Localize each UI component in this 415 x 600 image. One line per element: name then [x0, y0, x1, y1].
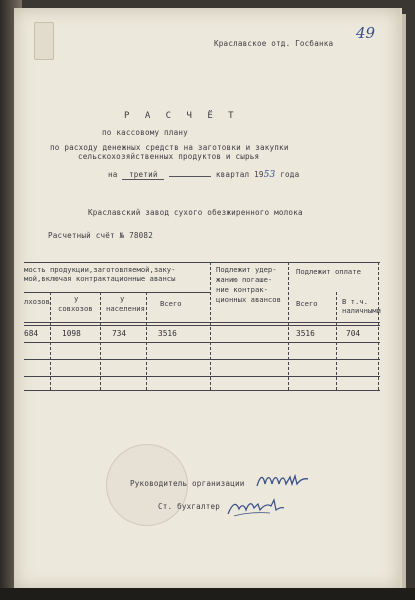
col-sovkhozov-u: у	[74, 294, 79, 303]
cell-kolhozov: 684	[24, 329, 39, 338]
table-rule-top	[24, 262, 380, 263]
col-vsego-header: Всего	[160, 299, 182, 308]
header-group2-line4: ционных авансов	[216, 295, 281, 304]
table-rule-header2	[24, 325, 380, 326]
signature-accountant-label: Ст. бухгалтер	[158, 502, 221, 511]
table-rule-subheader	[24, 292, 210, 293]
col-kolhozov-header: лхозов	[24, 297, 50, 306]
col-vtch-line1: В т.ч.	[342, 297, 368, 306]
col-naselenia-header: населения	[106, 304, 145, 313]
header-group1-line1: мость продукции,заготовляемой,заку-	[24, 265, 176, 274]
table-rule-row1	[24, 342, 380, 343]
header-group2-line1: Подлежит удер-	[216, 265, 277, 274]
col-vtch-line2: наличными	[342, 306, 381, 315]
calculation-table	[24, 262, 380, 392]
header-group3: Подлежит оплате	[296, 267, 361, 276]
subtitle-cash-plan: по кассовому плану	[102, 128, 188, 137]
cell-nalichnymi: 704	[346, 329, 361, 338]
document-title: Р А С Ч Ё Т	[124, 111, 239, 121]
table-rule-row3	[24, 376, 380, 377]
accountant-signature	[224, 496, 286, 520]
col-naselenia-u: у	[120, 294, 125, 303]
col-divider-1	[50, 292, 51, 390]
period-middle: квартал 19	[215, 170, 264, 179]
signature-director-label: Руководитель организации	[130, 479, 245, 488]
period-blank	[169, 176, 211, 177]
table-rule-bottom	[24, 390, 380, 391]
cell-sovkhozov: 1098	[62, 329, 81, 338]
subtitle-products: сельскохозяйственных продуктов и сырья	[78, 152, 260, 161]
col-divider-3	[146, 292, 147, 390]
enterprise-name: Краславский завод сухого обезжиренного молока	[88, 208, 303, 217]
archive-number: 49	[356, 24, 376, 42]
col-divider-2	[100, 292, 101, 390]
header-group1-line2: мой,включая контрактационные авансы	[24, 274, 176, 283]
col-vsego2-header: Всего	[296, 299, 318, 308]
table-rule-header	[24, 322, 380, 323]
col-divider-7	[378, 262, 379, 390]
cell-naselenia: 734	[112, 329, 127, 338]
col-divider-4	[210, 262, 211, 390]
header-group2-line3: ние контрак-	[216, 285, 268, 294]
period-prefix: на	[108, 170, 118, 179]
table-rule-row2	[24, 359, 380, 360]
period-year: 53	[263, 170, 276, 180]
cell-vsego: 3516	[158, 329, 177, 338]
period-suffix: года	[280, 170, 300, 179]
period-quarter: третий	[122, 170, 164, 180]
period-line	[108, 170, 299, 180]
bottom-strip	[0, 588, 415, 600]
col-sovkhozov-header: совхозов	[58, 304, 93, 313]
col-divider-6	[336, 292, 337, 390]
director-signature	[254, 470, 310, 492]
header-organization: Краславское отд. Госбанка	[214, 39, 334, 48]
cell-vsego2: 3516	[296, 329, 315, 338]
col-divider-5	[288, 262, 289, 390]
header-group2-line2: жанию погаше-	[216, 275, 273, 284]
account-number: Расчетный счёт № 78082	[48, 231, 153, 240]
subtitle-expenses: по расходу денежных средств на заготовки и закупки	[50, 143, 289, 152]
binder-hole	[34, 22, 54, 60]
